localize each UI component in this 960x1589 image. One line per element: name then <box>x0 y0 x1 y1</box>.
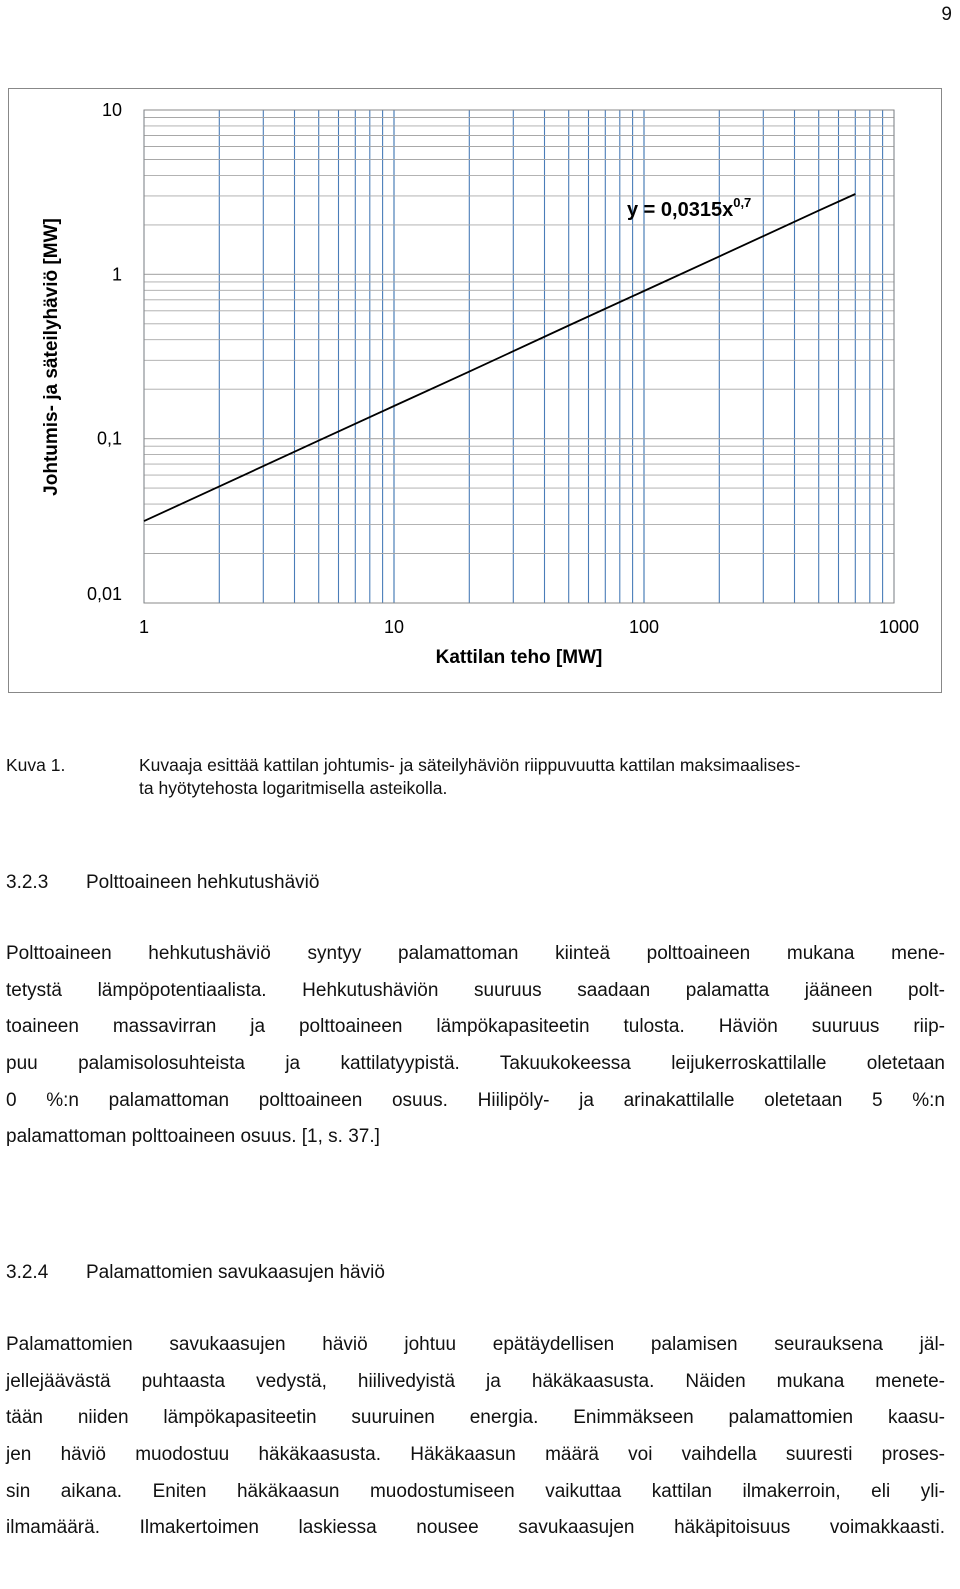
section-heading-3-2-3 <box>6 872 319 894</box>
section-title: Polttoaineen hehkutushäviö <box>86 872 320 893</box>
y-axis-title: Johtumis- ja säteilyhäviö [MW] <box>41 218 62 496</box>
paragraph-line: jellejäävästä puhtaasta vedystä, hiilivedyistä ja häkäkaasusta. Näiden mukana menete- <box>6 1370 945 1392</box>
x-axis-title: Kattilan teho [MW] <box>435 647 603 668</box>
section-heading-3-2-4 <box>6 1262 385 1284</box>
paragraph-line: puu palamisolosuhteista ja kattilatyypistä. Takuukokeessa leijukerroskattilalle oletetaan <box>6 1053 945 1075</box>
log-log-chart <box>9 89 943 694</box>
paragraph-line: ilmamäärä. Ilmakertoimen laskiessa nousee savukaasujen häkäpitoisuus voimakkaasti. <box>6 1517 945 1539</box>
x-tick-label: 1 <box>138 617 150 637</box>
x-tick-label: 100 <box>628 617 660 637</box>
equation-annotation <box>627 195 751 221</box>
paragraph-line: Palamattomien savukaasujen häviö johtuu epätäydellisen palamisen seurauksena jäl- <box>6 1334 945 1355</box>
plot-area-border <box>144 110 894 603</box>
figure-frame <box>8 88 942 693</box>
page-number: 9 <box>941 4 952 25</box>
chart-grid <box>144 110 894 603</box>
section-number: 3.2.4 <box>6 1262 49 1283</box>
x-tick-label: 1000 <box>878 617 919 637</box>
trend-line <box>144 194 855 521</box>
paragraph-line: toaineen massavirran ja polttoaineen lämpökapasiteetin tulosta. Häviön suuruus riip- <box>6 1016 945 1038</box>
y-tick-label: 1 <box>111 264 122 285</box>
equation-prefix: y = 0,0315x <box>627 199 734 221</box>
paragraph-hehkutushavio <box>6 936 945 1156</box>
caption-label: Kuva 1. <box>6 755 66 775</box>
paragraph-line: sin aikana. Eniten häkäkaasun muodostumiseen vaikuttaa kattilan ilmakerroin, eli yli- <box>6 1480 945 1502</box>
paragraph-savukaasuhavio <box>6 1327 945 1547</box>
caption-line-2: ta hyötytehosta logaritmisella asteikolla. <box>139 778 448 798</box>
equation-exponent: 0,7 <box>733 195 752 210</box>
y-tick-label: 0,1 <box>96 428 122 449</box>
paragraph-line: jen häviö muodostuu häkäkaasusta. Häkäkaasun määrä voi vaihdella suuresti proses- <box>6 1444 945 1466</box>
paragraph-line: tään niiden lämpökapasiteetin suuruinen energia. Enimmäkseen palamattomien kaasu- <box>6 1407 945 1429</box>
y-tick-label: 10 <box>101 100 122 120</box>
chart-series <box>144 194 855 521</box>
paragraph-line: tetystä lämpöpotentiaalista. Hehkutushäviön suuruus saadaan palamatta jääneen polt- <box>6 979 945 1001</box>
paragraph-line: Polttoaineen hehkutushäviö syntyy palamattoman kiinteä polttoaineen mukana mene- <box>6 943 945 964</box>
paragraph-line: palamattoman polttoaineen osuus. [1, s. 37.] <box>6 1126 380 1148</box>
paragraph-line: 0 %:n palamattoman polttoaineen osuus. Hiilipöly- ja arinakattilalle oletetaan 5 %:n <box>6 1089 945 1111</box>
figure-caption <box>6 754 946 800</box>
section-title: Palamattomien savukaasujen häviö <box>86 1262 385 1283</box>
caption-line-1: Kuvaaja esittää kattilan johtumis- ja säteilyhäviön riippuvuutta kattilan maksimaalises- <box>139 755 801 775</box>
section-number: 3.2.3 <box>6 872 49 893</box>
y-tick-label: 0,01 <box>86 584 122 604</box>
x-tick-label: 10 <box>383 617 405 637</box>
